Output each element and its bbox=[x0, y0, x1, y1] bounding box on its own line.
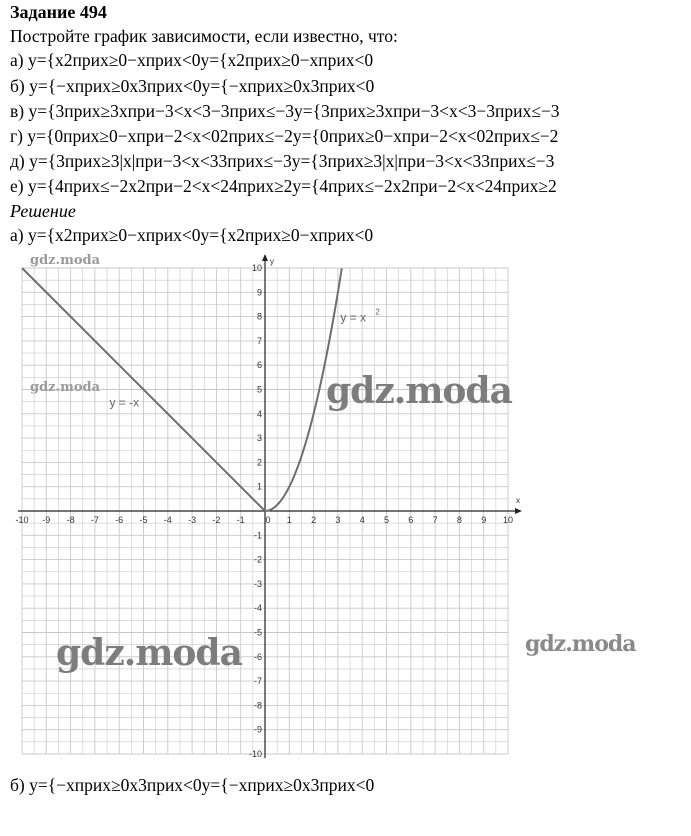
watermark: gdz.moda bbox=[30, 253, 101, 268]
y-tick-label: -2 bbox=[253, 554, 262, 565]
y-tick-label: 10 bbox=[251, 263, 262, 273]
y-tick-label: 8 bbox=[256, 311, 262, 322]
watermark: gdz.moda bbox=[30, 380, 101, 395]
x-tick-label: 4 bbox=[359, 515, 365, 525]
y-tick-label: 9 bbox=[256, 287, 262, 298]
task-item-d: г) y={0прих≥0−xпри−2<x<02прих≤−2y={0прих≥0−xпри−2<x<02прих≤−2 bbox=[10, 126, 559, 146]
y-tick-label: -9 bbox=[253, 724, 262, 735]
x-axis-label: x bbox=[516, 496, 520, 505]
y-tick-label: 4 bbox=[256, 408, 262, 419]
x-tick-label: 7 bbox=[432, 515, 438, 525]
x-tick-label: 0 bbox=[265, 515, 271, 525]
y-axis-label: y bbox=[270, 257, 274, 266]
x-tick-label: -1 bbox=[236, 515, 245, 525]
x-tick-label: 3 bbox=[335, 515, 341, 525]
task-item-b: б) y={−xприх≥0x3прих<0y={−xприх≥0x3прих<0 bbox=[10, 76, 375, 96]
x-tick-label: 1 bbox=[286, 515, 292, 525]
task-title: Задание 494 bbox=[10, 2, 107, 22]
x-tick-label: 5 bbox=[383, 515, 390, 525]
watermark: gdz.moda bbox=[326, 370, 512, 412]
solution-heading: Решение bbox=[10, 201, 76, 221]
y-tick-label: -1 bbox=[253, 530, 262, 541]
label-exponent: 2 bbox=[375, 307, 380, 317]
task-item-f: е) y={4прих≤−2x2при−2<x<24прих≥2y={4прих≤−2x2при−2<x<24прих≥2 bbox=[10, 176, 557, 196]
solution-part-a: а) y={x2прих≥0−xприх<0y={x2прих≥0−xприх<0 bbox=[10, 225, 374, 245]
y-tick-label: -3 bbox=[253, 578, 262, 589]
y-tick-label: 1 bbox=[256, 481, 262, 492]
task-item-e: д) y={3прих≥3|x|при−3<x<33прих≤−3y={3прих≥3|x|при−3<x<33прих≤−3 bbox=[10, 151, 555, 171]
x-tick-label: -6 bbox=[115, 515, 124, 525]
x-tick-label: -7 bbox=[90, 515, 99, 525]
watermark: gdz.moda bbox=[525, 631, 636, 657]
label-y-neg-x: y = -x bbox=[109, 395, 140, 410]
task-item-a: а) y={x2прих≥0−xприх<0y={x2прих≥0−xприх<0 bbox=[10, 50, 374, 70]
x-tick-label: -5 bbox=[139, 515, 148, 525]
task-item-c: в) y={3прих≥3xпри−3<x<3−3прих≤−3y={3прих≥3xпри−3<x<3−3прих≤−3 bbox=[10, 101, 560, 121]
y-tick-label: 5 bbox=[256, 384, 262, 395]
y-tick-label: -8 bbox=[253, 700, 262, 711]
axes bbox=[18, 254, 522, 758]
x-tick-label: -8 bbox=[66, 515, 75, 525]
solution-part-b: б) y={−xприх≥0x3прих<0y={−xприх≥0x3прих<0 bbox=[10, 775, 375, 795]
x-axis-arrow bbox=[515, 508, 522, 514]
y-axis-arrow bbox=[262, 254, 268, 261]
y-tick-label: 2 bbox=[256, 457, 262, 468]
y-tick-label: 6 bbox=[256, 360, 262, 371]
x-tick-label: -3 bbox=[188, 515, 197, 525]
x-tick-label: 8 bbox=[456, 515, 462, 525]
x-tick-label: 10 bbox=[502, 515, 514, 525]
y-tick-label: -5 bbox=[253, 627, 262, 638]
label-y-x-squared: y = x bbox=[340, 310, 367, 325]
x-tick-label: -10 bbox=[15, 515, 29, 525]
y-tick-label: -4 bbox=[253, 603, 262, 614]
x-tick-label: -2 bbox=[212, 515, 221, 525]
y-tick-label: 3 bbox=[256, 433, 262, 444]
task-prompt: Постройте график зависимости, если известно, что: bbox=[10, 26, 398, 46]
x-tick-label: -9 bbox=[42, 515, 51, 525]
x-tick-label: 6 bbox=[408, 515, 414, 525]
x-tick-label: 2 bbox=[311, 515, 317, 525]
y-tick-label: -6 bbox=[253, 651, 262, 662]
y-tick-label: -7 bbox=[253, 676, 262, 687]
x-tick-label: 9 bbox=[481, 515, 487, 525]
y-tick-label: 7 bbox=[256, 335, 262, 346]
y-tick-label: -10 bbox=[248, 749, 262, 759]
x-tick-label: -4 bbox=[163, 515, 172, 525]
watermark: gdz.moda bbox=[56, 632, 242, 674]
